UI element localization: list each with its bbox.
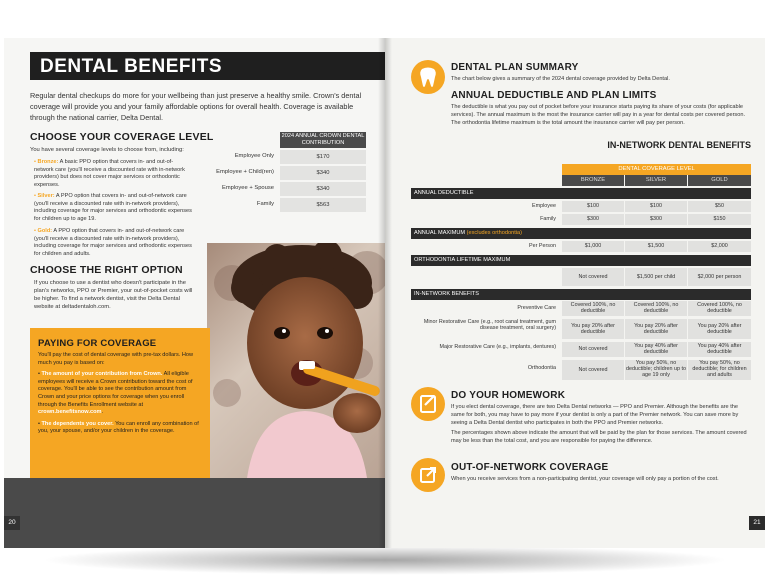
page-title: DENTAL BENEFITS — [40, 56, 223, 77]
table-cell: Covered 100%, no deductible — [688, 301, 751, 316]
table-cell: Covered 100%, no deductible — [625, 301, 687, 316]
page-number-right: 21 — [749, 516, 765, 530]
table-cell: You pay 50%, no deductible; children up to age 19 only — [626, 360, 686, 379]
table-title: IN-NETWORK DENTAL BENEFITS — [607, 140, 751, 150]
band-annual-maximum: ANNUAL MAXIMUM (excludes orthodontia) — [411, 228, 751, 239]
checklist-icon — [411, 387, 445, 421]
deductible-section: ANNUAL DEDUCTIBLE AND PLAN LIMITS The deductible is what you pay out of pocket before your insurance starts paying its share of your costs (for applicable services). The annual maximum is the most the insurance carrier will pay in a year for dental costs per covered person. The orthodontia lifetime maximum is the total amount the insurance carrier will pay per person. — [451, 90, 746, 126]
bullet-bronze: • Bronze: A basic PPO option that covers in- and out-of-network care (you'll receive a discounted rate with in-network providers) but does not cover major services or orthodontic expenses. — [34, 159, 185, 188]
band-in-network: IN-NETWORK BENEFITS — [411, 289, 751, 300]
tier-gold: GOLD — [688, 175, 751, 186]
plan-summary: DENTAL PLAN SUMMARY The chart below gives a summary of the 2024 dental coverage provided by Delta Dental. — [451, 62, 670, 82]
paying-for-coverage-box — [30, 328, 210, 478]
table-cell: Not covered — [562, 268, 624, 286]
book-spine — [378, 38, 392, 548]
row-label-per-person: Per Person — [529, 243, 556, 249]
bullet-gold: • Gold: A PPO option that covers in- and out-of-network care (you'll receive a discounted rate with in-network providers), including coverage for major services and orthodontic expenses for children and adults. — [34, 228, 192, 257]
contribution-header: 2024 ANNUAL CROWN DENTAL CONTRIBUTION — [281, 133, 365, 146]
homework-section: DO YOUR HOMEWORK If you elect dental coverage, there are two Delta Dental networks — PPO and Premier. Although the benefits are the same for both, you may have to pay more if your dentist is only a part of the Premier network. You can save more by seeing a Delta Dental dentist who participates in both the PPO and Premier networks. The percentages shown above indicate the amount that will be paid by the plan for those services. The amount covered may be less than the total cost, and you are responsible for paying the difference. — [451, 390, 747, 445]
table-cell: $300 — [562, 214, 624, 225]
table-cell: You pay 20% after deductible — [625, 319, 687, 339]
choose-level-heading: CHOOSE YOUR COVERAGE LEVEL — [30, 131, 214, 143]
table-cell: You pay 20% after deductible — [562, 319, 624, 339]
table-row: Employee Only $170 — [210, 150, 385, 164]
right-option-text: If you choose to use a dentist who doesn't participate in the plan's networks, PPO or Premier, your out-of-pocket costs will be higher. To find a network dentist, visit the Delta Dental website at deltadentaloh.com. — [34, 280, 193, 310]
choose-level-lead: You have several coverage levels to choose from, including: — [30, 147, 184, 153]
page-title-bar — [30, 52, 385, 80]
table-cell: You pay 20% after deductible — [688, 319, 751, 339]
table-cell: You pay 40% after deductible — [625, 342, 687, 357]
page-number-left: 20 — [4, 516, 20, 530]
external-link-icon — [411, 458, 445, 492]
table-cell: $1,500 — [625, 241, 687, 252]
table-cell: $300 — [625, 214, 687, 225]
paying-text: You'll pay the cost of dental coverage with pre-tax dollars. How much you pay is based on: • The amount of your contribution from Crown. All eligible employees will receive a Crown contribution toward the cost of coverage. You'll be able to see the contribution amount from Crown and your price options for coverage when you enroll through the Benefits Enrollment website at crown.benefitsnow.com. • The dependents you cover. You can enroll any combination of you, your spouse, and/or your children in the coverage. — [38, 352, 199, 435]
table-cell: $2,000 — [688, 241, 751, 252]
row-label-minor: Minor Restorative Care (e.g., root canal treatment, gum disease treatment, oral surgery) — [423, 319, 556, 332]
table-cell: You pay 40% after deductible — [688, 342, 751, 357]
tooth-icon — [411, 60, 445, 94]
table-cell: You pay 50%, no deductible; for children and adults — [688, 360, 751, 380]
table-cell: $150 — [688, 214, 751, 225]
left-page — [4, 38, 385, 548]
table-cell: Covered 100%, no deductible — [562, 301, 624, 316]
row-label-major: Major Restorative Care (e.g., implants, dentures) — [439, 344, 556, 350]
table-row: Employee + Child(ren) $340 — [210, 166, 385, 180]
coverage-level-header: DENTAL COVERAGE LEVEL — [562, 164, 751, 175]
table-cell: Not covered — [562, 342, 624, 357]
table-cell: $1,500 per child — [625, 268, 687, 286]
table-cell: $2,000 per person — [688, 268, 751, 286]
table-cell: $100 — [562, 201, 624, 212]
table-cell: $100 — [625, 201, 687, 212]
row-label-employee: Employee — [532, 203, 556, 209]
tier-bronze: BRONZE — [562, 175, 624, 186]
tier-silver: SILVER — [625, 175, 687, 186]
table-row: Family $563 — [210, 198, 385, 212]
book-shadow — [40, 545, 730, 575]
table-cell: $50 — [688, 201, 751, 212]
intro-text: Regular dental checkups do more for your wellbeing than just preserve a healthy smile. Crown's dental coverage will provide you and your family affordable options for overall health. Coverage is available through the national carrier, Delta Dental. — [30, 91, 362, 122]
table-cell: Not covered — [562, 360, 624, 380]
out-of-network-section: OUT-OF-NETWORK COVERAGE When you receive services from a non-participating dentist, your coverage will only pay a portion of the cost. — [451, 462, 719, 482]
bullet-silver: • Silver: A PPO option that covers in- and out-of-network care (you'll receive a discounted rate with in-network providers), including coverage for major services and orthodontic expenses for children up to age 19. — [34, 193, 192, 222]
table-cell: $1,000 — [562, 241, 624, 252]
right-page — [385, 38, 765, 548]
row-label-preventive: Preventive Care — [517, 305, 556, 311]
band-ortho-max: ORTHODONTIA LIFETIME MAXIMUM — [411, 255, 751, 266]
band-annual-deductible: ANNUAL DEDUCTIBLE — [411, 188, 751, 199]
child-brushing-photo — [207, 243, 385, 478]
row-label-orthodontia: Orthodontia — [527, 365, 556, 371]
row-label-family: Family — [540, 216, 556, 222]
footer-band — [4, 478, 385, 548]
table-row: Employee + Spouse $340 — [210, 182, 385, 196]
right-option-heading: CHOOSE THE RIGHT OPTION — [30, 264, 183, 276]
paying-heading: PAYING FOR COVERAGE — [38, 338, 157, 349]
